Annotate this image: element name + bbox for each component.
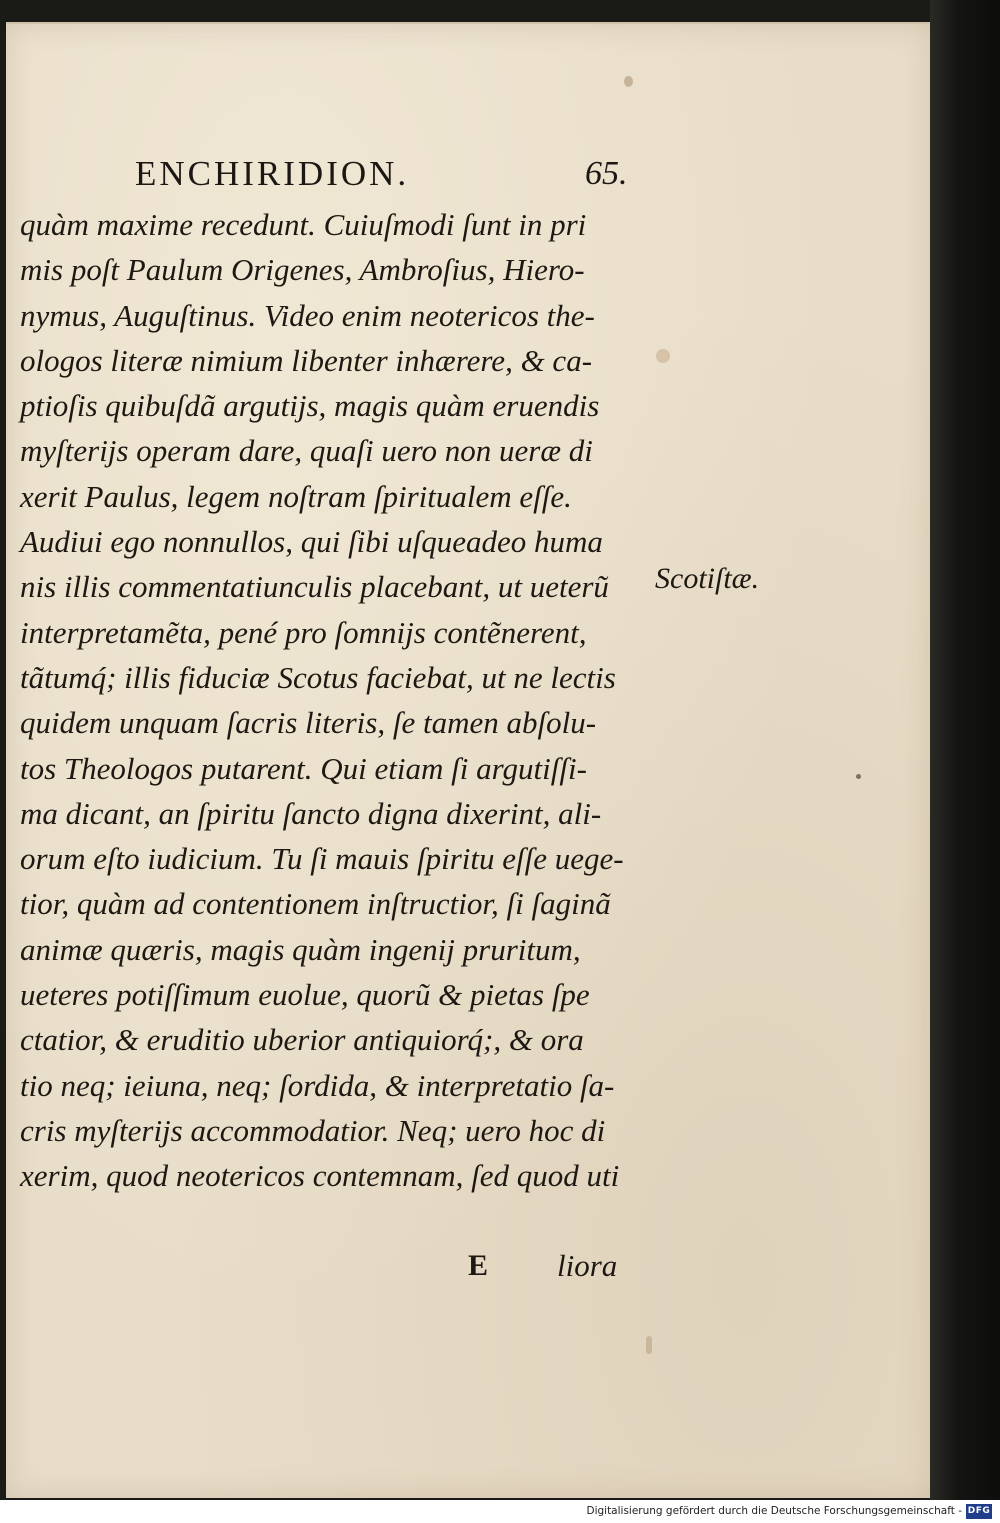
text-line: ma dicant, an ſpiritu ſancto digna dixerint, ali- [20,795,602,831]
text-line: ueteres potiſſimum euolue, quorũ & pietas ſpe [20,977,590,1013]
text-line: quàm maxime recedunt. Cuiuſmodi ſunt in pri [20,207,587,242]
marginal-note: Scotiſtæ. [655,562,760,595]
text-line: cris myſterijs accommodatior. Neq; uero hoc di [20,1112,606,1148]
text-line: ctatior, & eruditio uberior antiquiorq́;, & ora [20,1022,584,1058]
text-line: tos Theologos putarent. Qui etiam ſi argutiſſi- [20,750,587,786]
text-line: tãtumq́; illis fiduciæ Scotus faciebat, ut ne lectis [20,659,616,695]
text-line: orum eſto iudicium. Tu ſi mauis ſpiritu eſſe uege- [20,841,624,877]
text-line: myſterijs operam dare, quaſi uero non ueræ di [20,433,593,469]
text-line: Audiui ego nonnullos, qui ſibi uſqueadeo huma [20,524,603,560]
text-line: interpretamẽta, pené pro ſomnijs contẽnerent, [20,614,587,650]
text-line: ptioſis quibuſdã argutijs, magis quàm eruendis [20,388,600,424]
foxing-stain [646,1336,652,1354]
running-title: ENCHIRIDION. [135,154,410,193]
footer-bar [0,1500,1000,1523]
running-header [20,150,640,198]
main-text-block [20,202,650,1199]
foxing-stain [656,349,670,363]
foxing-stain [856,774,861,779]
catchword: liora [557,1248,618,1283]
dfg-logo-icon: DFG [966,1504,992,1519]
page-number: 65. [585,155,628,192]
text-line: animæ quæris, magis quàm ingenij pruritum, [20,931,581,967]
scan-edge-right [930,0,1000,1500]
text-line: tior, quàm ad contentionem inſtructior, ſi ſaginã [20,886,611,922]
text-line: quidem unquam ſacris literis, ſe tamen abſolu- [20,705,597,741]
funding-credit: Digitalisierung gefördert durch die Deutsche Forschungsgemeinschaft - [586,1505,962,1517]
text-line: ologos literæ nimium libenter inhærere, & ca- [20,342,593,378]
text-line: xerim, quod neotericos contemnam, ſed quod uti [20,1158,620,1194]
text-line: tio neq; ieiuna, neq; ſordida, & interpretatio ſa- [20,1067,615,1103]
text-line: mis poſt Paulum Origenes, Ambroſius, Hiero- [20,252,585,288]
foxing-stain [624,76,633,87]
text-line: nis illis commentatiunculis placebant, ut ueterũ [20,569,609,605]
text-line: nymus, Auguſtinus. Video enim neotericos the- [20,297,595,333]
signature-mark: E [468,1249,489,1282]
text-line: xerit Paulus, legem noſtram ſpiritualem eſſe. [20,478,572,514]
